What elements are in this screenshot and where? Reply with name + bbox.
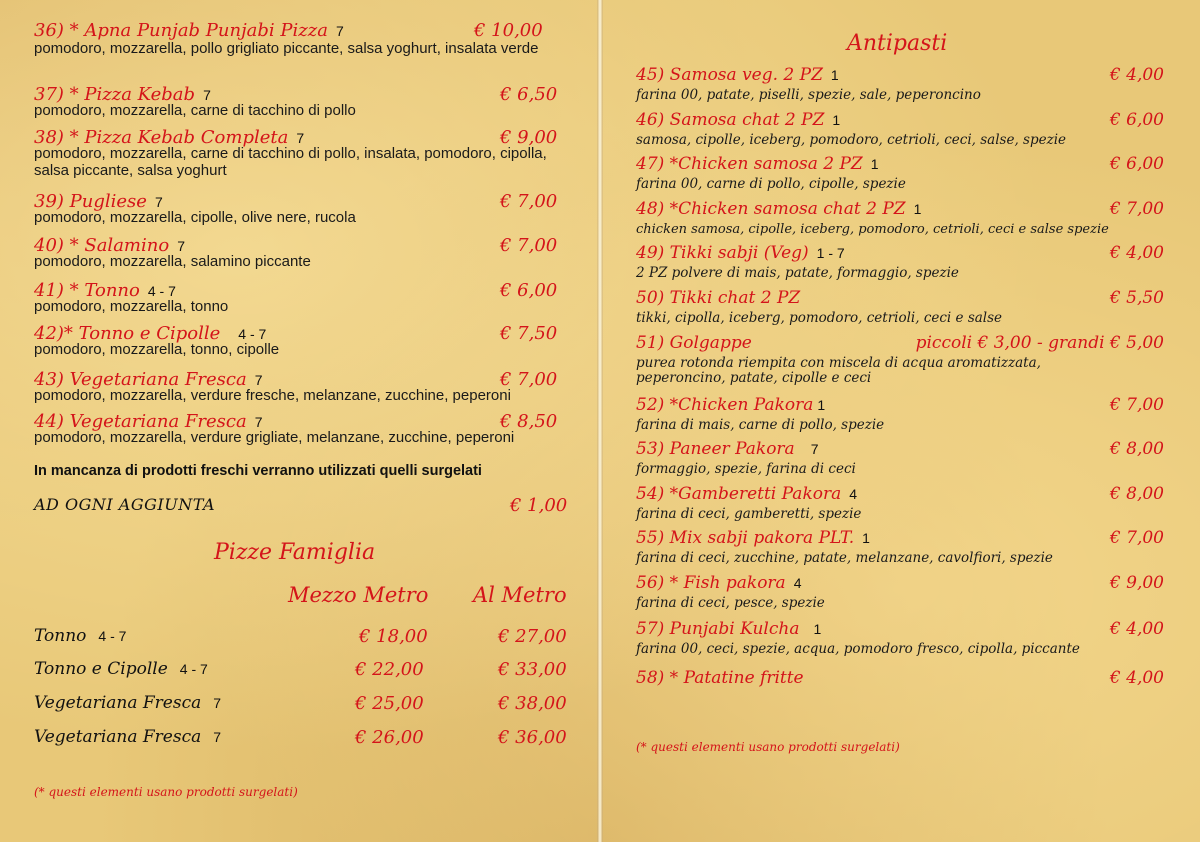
item-allergen: 7 xyxy=(254,372,263,388)
item-name: 57) Punjabi Kulcha xyxy=(636,619,800,639)
item-description: farina di ceci, pesce, spezie xyxy=(636,595,825,611)
family-pizza-name: Vegetariana Fresca xyxy=(34,727,202,747)
half-meter-price: € 26,00 xyxy=(355,727,424,748)
item-price: € 5,50 xyxy=(1109,288,1164,308)
item-allergen: 7 xyxy=(335,23,344,39)
menu-item xyxy=(636,619,1164,657)
item-allergen: 7 xyxy=(154,194,163,210)
item-description: farina 00, ceci, spezie, acqua, pomodoro fresco, cipolla, piccante xyxy=(636,641,1080,657)
frozen-footnote: (* questi elementi usano prodotti surgelati) xyxy=(636,740,900,754)
family-pizza-row xyxy=(34,626,574,652)
item-description: pomodoro, mozzarella, carne di tacchino di pollo xyxy=(34,102,356,119)
menu-item xyxy=(34,127,564,179)
full-meter-price: € 38,00 xyxy=(498,693,567,714)
family-pizza-row xyxy=(34,659,574,685)
item-allergen: 1 xyxy=(817,397,826,413)
item-name: 53) Paneer Pakora xyxy=(636,439,795,459)
item-description: pomodoro, mozzarella, carne di tacchino di pollo, insalata, pomodoro, cipolla, salsa piccante, salsa yoghurt xyxy=(34,145,547,179)
item-description: chicken samosa, cipolle, iceberg, pomodoro, cetrioli, ceci e salse spezie xyxy=(636,222,1109,237)
item-allergen: 1 xyxy=(830,67,839,83)
item-description: pomodoro, mozzarella, tonno xyxy=(34,298,229,315)
item-allergen: 7 xyxy=(296,130,305,146)
family-pizza-allergen: 4 - 7 xyxy=(179,661,208,677)
menu-item xyxy=(34,411,564,446)
item-description: 2 PZ polvere di mais, patate, formaggio, spezie xyxy=(636,265,959,281)
frozen-products-warning: In mancanza di prodotti freschi verranno utilizzati quelli surgelati xyxy=(34,463,482,479)
item-price: € 7,00 xyxy=(1109,395,1164,415)
menu-item xyxy=(34,235,564,270)
frozen-footnote: (* questi elementi usano prodotti surgelati) xyxy=(34,785,298,799)
item-name: 55) Mix sabji pakora PLT. xyxy=(636,528,855,548)
family-pizza-heading: Pizze Famiglia xyxy=(214,540,376,565)
item-description: farina di mais, carne di pollo, spezie xyxy=(636,417,885,433)
menu-item xyxy=(636,199,1164,237)
half-meter-price: € 22,00 xyxy=(355,659,424,680)
right-page xyxy=(603,0,1200,842)
item-allergen: 1 xyxy=(870,156,879,172)
left-page xyxy=(0,0,597,842)
item-price: € 4,00 xyxy=(1109,243,1164,263)
item-description: farina di ceci, gamberetti, spezie xyxy=(636,506,862,522)
menu-item xyxy=(636,484,1164,522)
item-description: farina 00, patate, piselli, spezie, sale, peperoncino xyxy=(636,87,981,103)
item-description: formaggio, spezie, farina di ceci xyxy=(636,461,856,477)
item-price: € 9,00 xyxy=(500,127,558,148)
family-pizza-name: Vegetariana Fresca xyxy=(34,693,202,713)
family-pizza-name: Tonno e Cipolle xyxy=(34,659,168,679)
menu-item xyxy=(34,323,564,358)
item-name: 49) Tikki sabji (Veg) xyxy=(636,243,809,263)
item-name: 46) Samosa chat 2 PZ xyxy=(636,110,825,130)
menu-item xyxy=(636,668,1164,691)
full-meter-price: € 36,00 xyxy=(498,727,567,748)
family-pizza-name: Tonno xyxy=(34,626,87,646)
family-pizza-allergen: 4 - 7 xyxy=(98,628,127,644)
item-allergen: 4 - 7 xyxy=(238,326,267,342)
item-description: tikki, cipolla, iceberg, pomodoro, cetrioli, ceci e salse xyxy=(636,310,1003,326)
item-name: 45) Samosa veg. 2 PZ xyxy=(636,65,823,85)
item-price: € 7,00 xyxy=(1109,528,1164,548)
menu-item xyxy=(636,333,1164,386)
item-price: € 7,00 xyxy=(500,235,558,256)
menu-item xyxy=(636,573,1164,611)
item-name: 44) Vegetariana Fresca xyxy=(34,411,247,432)
item-description: farina di ceci, zucchine, patate, melanzane, cavolfiori, spezie xyxy=(636,550,1053,566)
family-pizza-row xyxy=(34,693,574,719)
item-name: 37) * Pizza Kebab xyxy=(34,84,196,105)
item-name: 50) Tikki chat 2 PZ xyxy=(636,288,801,308)
family-pizza-allergen: 7 xyxy=(213,695,222,711)
item-description: farina 00, carne di pollo, cipolle, spezie xyxy=(636,176,906,192)
item-name: 40) * Salamino xyxy=(34,235,170,256)
half-meter-price: € 18,00 xyxy=(359,626,428,647)
item-name: 41) * Tonno xyxy=(34,280,140,301)
item-allergen: 4 xyxy=(793,575,802,591)
item-description: purea rotonda riempita con miscela di acqua aromatizzata, peperoncino, patate, cipolle e ceci xyxy=(636,355,1041,386)
item-description: pomodoro, mozzarella, cipolle, olive nere, rucola xyxy=(34,209,356,226)
addon-label: AD OGNI AGGIUNTA xyxy=(34,495,216,514)
menu-item xyxy=(636,288,1164,326)
item-allergen: 1 xyxy=(813,621,822,637)
item-allergen: 1 xyxy=(862,530,870,546)
item-price: € 4,00 xyxy=(1109,619,1164,639)
item-price: € 6,00 xyxy=(1109,110,1164,130)
item-allergen: 1 - 7 xyxy=(816,245,845,261)
item-price: € 4,00 xyxy=(1109,668,1164,688)
item-allergen: 4 xyxy=(849,486,858,502)
item-name: 51) Golgappe xyxy=(636,333,752,353)
menu-item xyxy=(34,20,564,57)
menu-item xyxy=(34,280,564,315)
menu-item xyxy=(34,84,564,119)
item-allergen: 1 xyxy=(913,201,922,217)
item-name: 48) *Chicken samosa chat 2 PZ xyxy=(636,199,906,219)
item-price: piccoli € 3,00 - grandi € 5,00 xyxy=(915,333,1164,353)
half-meter-price: € 25,00 xyxy=(355,693,424,714)
item-name: 39) Pugliese xyxy=(34,191,147,212)
item-name: 36) * Apna Punjab Punjabi Pizza xyxy=(34,20,328,41)
item-price: € 10,00 xyxy=(474,20,543,41)
menu-item xyxy=(34,191,564,226)
menu-item xyxy=(636,395,1164,433)
item-price: € 4,00 xyxy=(1109,65,1164,85)
item-description: samosa, cipolle, iceberg, pomodoro, cetrioli, ceci, salse, spezie xyxy=(636,132,1067,148)
item-allergen: 7 xyxy=(810,441,819,457)
column-header-half-meter: Mezzo Metro xyxy=(288,583,429,607)
item-price: € 8,00 xyxy=(1109,484,1164,504)
item-price: € 7,00 xyxy=(500,191,558,212)
item-name: 56) * Fish pakora xyxy=(636,573,786,593)
menu-item xyxy=(636,243,1164,281)
menu-item xyxy=(636,110,1164,148)
item-allergen: 7 xyxy=(177,238,185,254)
item-price: € 8,00 xyxy=(1109,439,1164,459)
column-header-full-meter: Al Metro xyxy=(473,583,567,607)
item-description: pomodoro, mozzarella, pollo grigliato piccante, salsa yoghurt, insalata verde xyxy=(34,40,539,57)
menu-item xyxy=(636,65,1164,103)
item-description: pomodoro, mozzarella, verdure grigliate, melanzane, zucchine, peperoni xyxy=(34,429,515,446)
item-name: 43) Vegetariana Fresca xyxy=(34,369,247,390)
full-meter-price: € 33,00 xyxy=(498,659,567,680)
item-name: 54) *Gamberetti Pakora xyxy=(636,484,842,504)
family-pizza-allergen: 7 xyxy=(213,729,222,745)
menu-item xyxy=(636,528,1164,566)
menu-item xyxy=(636,154,1164,192)
item-price: € 7,00 xyxy=(500,369,558,390)
menu-item xyxy=(636,439,1164,477)
item-price: € 7,50 xyxy=(500,323,558,344)
item-price: € 6,00 xyxy=(500,280,558,301)
full-meter-price: € 27,00 xyxy=(498,626,567,647)
item-price: € 8,50 xyxy=(500,411,558,432)
item-allergen: 4 - 7 xyxy=(147,283,176,299)
addon-price: € 1,00 xyxy=(510,495,568,516)
item-name: 42)* Tonno e Cipolle xyxy=(34,323,221,344)
family-pizza-row xyxy=(34,727,574,753)
item-price: € 6,00 xyxy=(1109,154,1164,174)
menu-item xyxy=(34,369,564,404)
item-price: € 6,50 xyxy=(500,84,558,105)
item-allergen: 1 xyxy=(832,112,841,128)
item-description: pomodoro, mozzarella, verdure fresche, melanzane, zucchine, peperoni xyxy=(34,387,511,404)
item-name: 52) *Chicken Pakora xyxy=(636,395,814,415)
item-name: 58) * Patatine fritte xyxy=(636,668,804,688)
item-description: pomodoro, mozzarella, salamino piccante xyxy=(34,253,311,270)
item-description: pomodoro, mozzarella, tonno, cipolle xyxy=(34,341,280,358)
item-name: 47) *Chicken samosa 2 PZ xyxy=(636,154,863,174)
item-name: 38) * Pizza Kebab Completa xyxy=(34,127,289,148)
item-price: € 9,00 xyxy=(1109,573,1164,593)
item-price: € 7,00 xyxy=(1109,199,1164,219)
antipasti-heading: Antipasti xyxy=(847,31,948,56)
item-allergen: 7 xyxy=(203,87,211,103)
item-allergen: 7 xyxy=(254,414,263,430)
